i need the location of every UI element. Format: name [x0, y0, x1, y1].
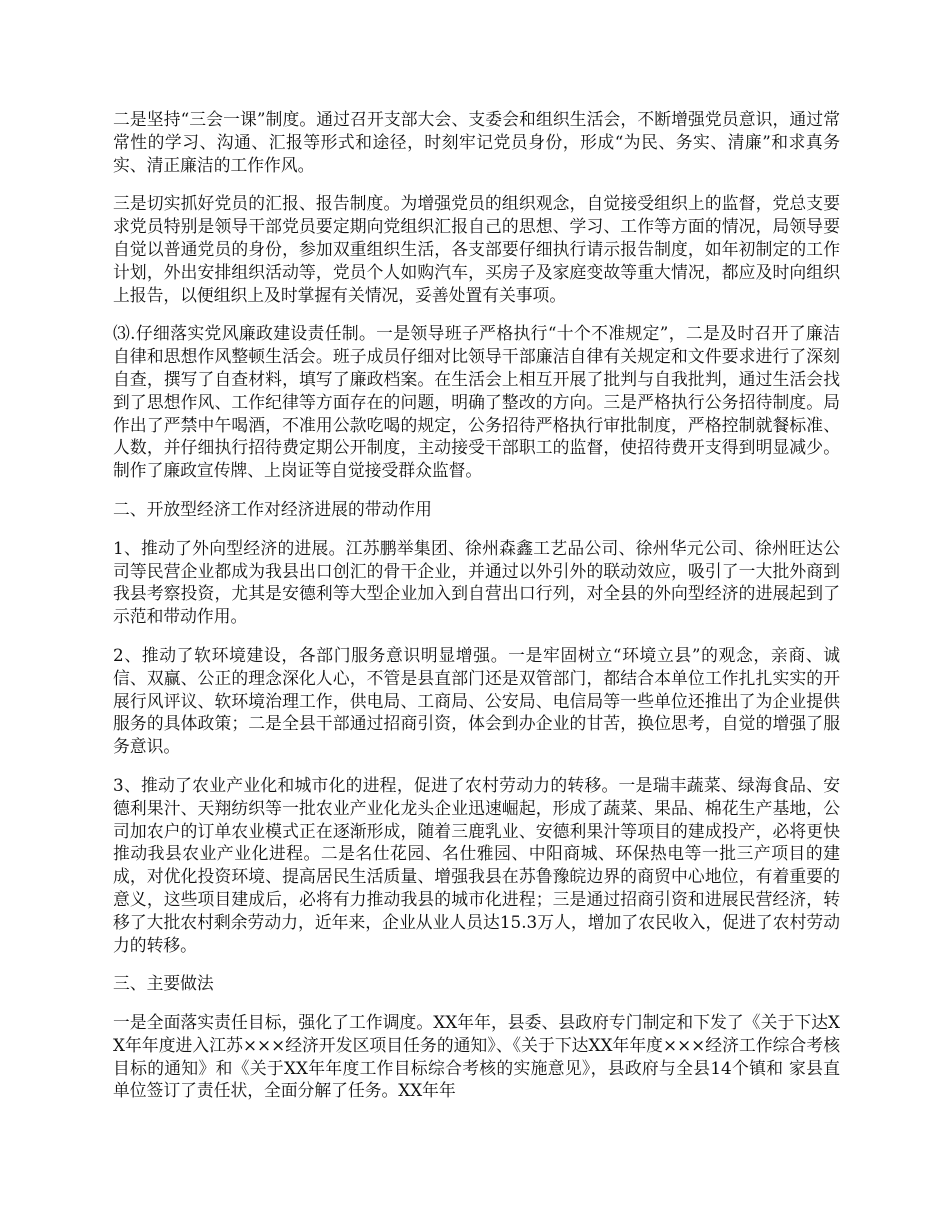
paragraph-export-economy: 1、推动了外向型经济的进展。江苏鹏举集团、徐州森鑫工艺品公司、徐州华元公司、徐州旺达公司等民营企业都成为我县出口创汇的骨干企业，并通过以外引外的联动效应，吸引了一大批外商到我县考察投资，尤其是安德利等大型企业加入到自营出口行列，对全县的外向型经济的进展起到了示范和带动作用。: [113, 537, 840, 627]
paragraph-soft-environment: 2、推动了软环境建设，各部门服务意识明显增强。一是牢固树立“环境立县”的观念，亲商、诚信、双赢、公正的理念深化人心，不管是县直部门还是双管部门，都结合本单位工作扎扎实实的开展行风评议、软环境治理工作，供电局、工商局、公安局、电信局等一些单位还推出了为企业提供服务的具体政策；二是全县干部通过招商引资，体会到办企业的甘苦，换位思考，自觉的增强了服务意识。: [113, 644, 840, 757]
paragraph-report-system: 三是切实抓好党员的汇报、报告制度。为增强党员的组织观念，自觉接受组织上的监督，党总支要求党员特别是领导干部党员要定期向党组织汇报自己的思想、学习、工作等方面的情况，局领导要自觉以普通党员的身份，参加双重组织生活，各支部要仔细执行请示报告制度，如年初制定的工作计划，外出安排组织活动等，党员个人如购汽车，买房子及家庭变故等重大情况，都应及时向组织上报告，以便组织上及时掌握有关情况，妥善处置有关事项。: [113, 193, 840, 305]
section-heading-three: 三、主要做法: [113, 973, 214, 994]
paragraph-agri-urbanization: 3、推动了农业产业化和城市化的进程，促进了农村劳动力的转移。一是瑞丰蔬菜、绿海食品、安德利果汁、天翔纺织等一批农业产业化龙头企业迅速崛起，形成了蔬菜、果品、棉花生产基地，公司加农户的订单农业模式正在逐渐形成，随着三鹿乳业、安德利果汁等项目的建成投产，必将更快推动我县农业产业化进程。二是名仕花园、名仕雅园、中阳商城、环保热电等一批三产项目的建成，对优化投资环境、提高居民生活质量、增强我县在苏鲁豫皖边界的商贸中心地位，有着重要的意义，这些项目建成后，必将有力推动我县的城市化进程；三是通过招商引资和进展民营经济，转移了大批农村剩余劳动力，近年来，企业从业人员达15.3万人，增加了农民收入，促进了农村劳动力的转移。: [113, 774, 840, 955]
paragraph-three-meetings: 二是坚持“三会一课”制度。通过召开支部大会、支委会和组织生活会，不断增强党员意识，通过常常性的学习、沟通、汇报等形式和途径，时刻牢记党员身份，形成“为民、务实、清廉”和求真务实、清正廉洁的工作作风。: [113, 109, 840, 175]
paragraph-responsibility-targets: 一是全面落实责任目标，强化了工作调度。XX年年，县委、县政府专门制定和下发了《关于下达XX年年度进入江苏×××经济开发区项目任务的通知》、《关于下达XX年年度×××经济工作综合考核目标的通知》和《关于XX年年度工作目标综合考核的实施意见》，县政府与全县14个镇和 家县直单位签订了责任状，全面分解了任务。XX年年: [113, 1012, 840, 1101]
paragraph-clean-government: ⑶.仔细落实党风廉政建设责任制。一是领导班子严格执行“十个不准规定”，二是及时召开了廉洁自律和思想作风整顿生活会。班子成员仔细对比领导干部廉洁自律有关规定和文件要求进行了深刻自查，撰写了自查材料，填写了廉政档案。在生活会上相互开展了批判与自我批判，通过生活会找到了思想作风、工作纪律等方面存在的问题，明确了整改的方向。三是严格执行公务招待制度。局作出了严禁中午喝酒，不准用公款吃喝的规定，公务招待严格执行审批制度，严格控制就餐标准、人数，并仔细执行招待费定期公开制度，主动接受干部职工的监督，使招待费开支得到明显减少。制作了廉政宣传牌、上岗证等自觉接受群众监督。: [113, 323, 840, 481]
document-page: [113, 108, 840, 1118]
section-heading-two: 二、开放型经济工作对经济进展的带动作用: [113, 498, 432, 519]
